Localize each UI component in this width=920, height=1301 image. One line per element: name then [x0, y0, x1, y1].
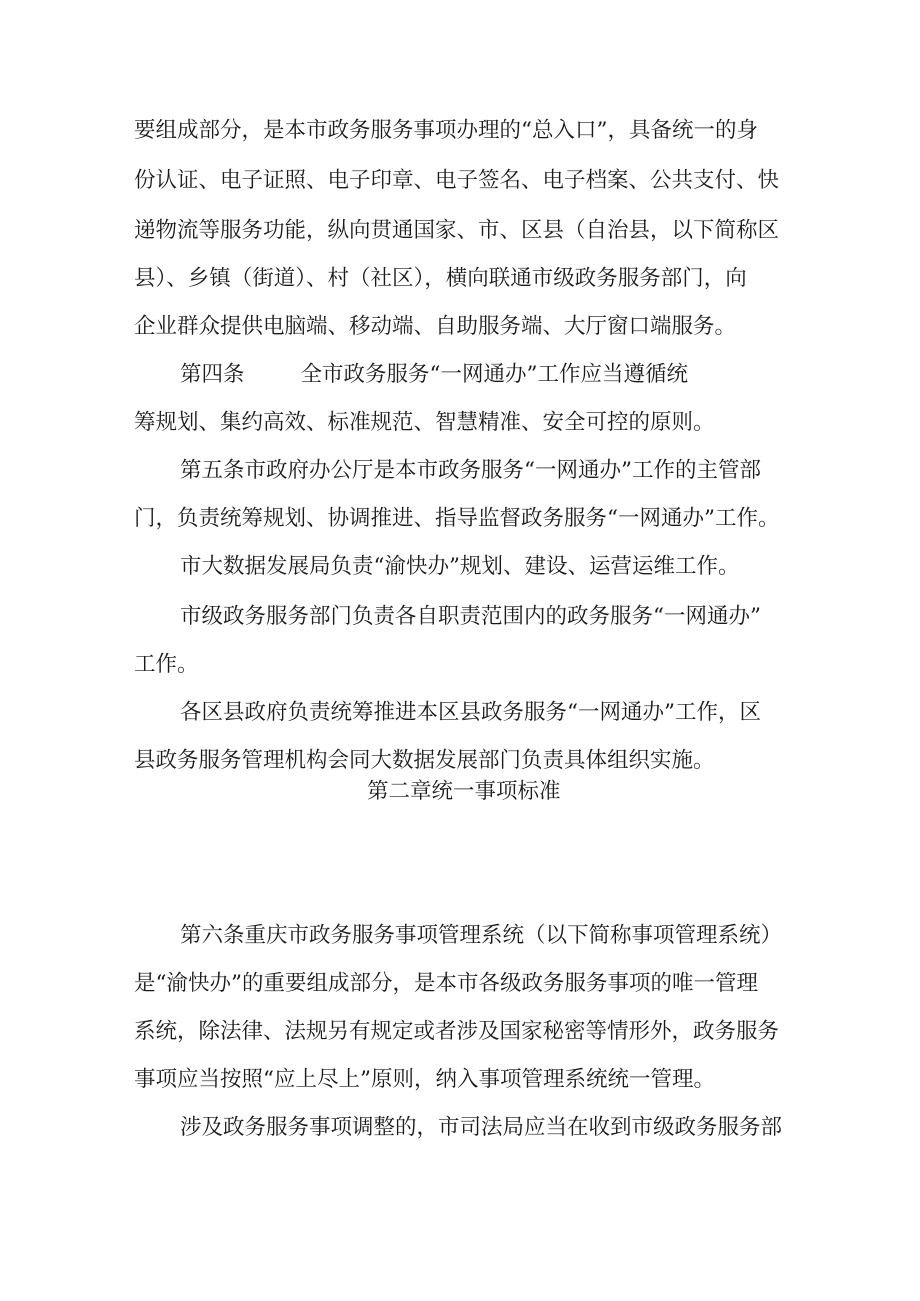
body-line: 门，负责统筹规划、协调推进、指导监督政务服务“一网通办”工作。 — [134, 506, 780, 531]
body-line: 事项应当按照“应上尽上”原则，纳入事项管理系统统一管理。 — [134, 1067, 715, 1092]
body-line: 系统，除法律、法规另有规定或者涉及国家秘密等情形外，政务服务 — [134, 1019, 780, 1044]
body-line: 县政务服务管理机构会同大数据发展部门负责具体组织实施。 — [134, 748, 715, 773]
body-line: 第五条市政府办公厅是本市政务服务“一网通办”工作的主管部 — [180, 458, 761, 483]
chapter-heading: 第二章统一事项标准 — [367, 779, 561, 804]
body-line: 市大数据发展局负责“渝快办”规划、建设、运营运维工作。 — [180, 554, 740, 579]
article-text: 全市政务服务“一网通办”工作应当遵循统 — [300, 362, 689, 387]
body-line: 是“渝快办”的重要组成部分，是本市各级政务服务事项的唯一管理 — [134, 971, 758, 996]
article-number: 第四条 — [180, 362, 245, 387]
body-line: 涉及政务服务事项调整的，市司法局应当在收到市级政务服务部 — [180, 1115, 783, 1140]
body-line: 要组成部分，是本市政务服务事项办理的“总入口”，具备统一的身 — [134, 118, 758, 143]
body-line: 县）、乡镇（街道）、村（社区），横向联通市级政务服务部门，向 — [134, 266, 747, 291]
body-line: 递物流等服务功能，纵向贯通国家、市、区县（自治县，以下简称区 — [134, 218, 780, 243]
article-four-heading — [180, 364, 688, 386]
body-line: 第六条重庆市政务服务事项管理系统（以下简称事项管理系统） — [180, 923, 783, 948]
body-line: 工作。 — [134, 652, 199, 677]
body-line: 筹规划、集约高效、标准规范、智慧精准、安全可控的原则。 — [134, 410, 715, 435]
body-line: 份认证、电子证照、电子印章、电子签名、电子档案、公共支付、快 — [134, 168, 780, 193]
body-line: 各区县政府负责统筹推进本区县政务服务“一网通办”工作，区 — [180, 700, 761, 725]
body-line: 企业群众提供电脑端、移动端、自助服务端、大厅窗口端服务。 — [134, 314, 737, 339]
body-line: 市级政务服务部门负责各自职责范围内的政务服务“一网通办” — [180, 604, 761, 629]
